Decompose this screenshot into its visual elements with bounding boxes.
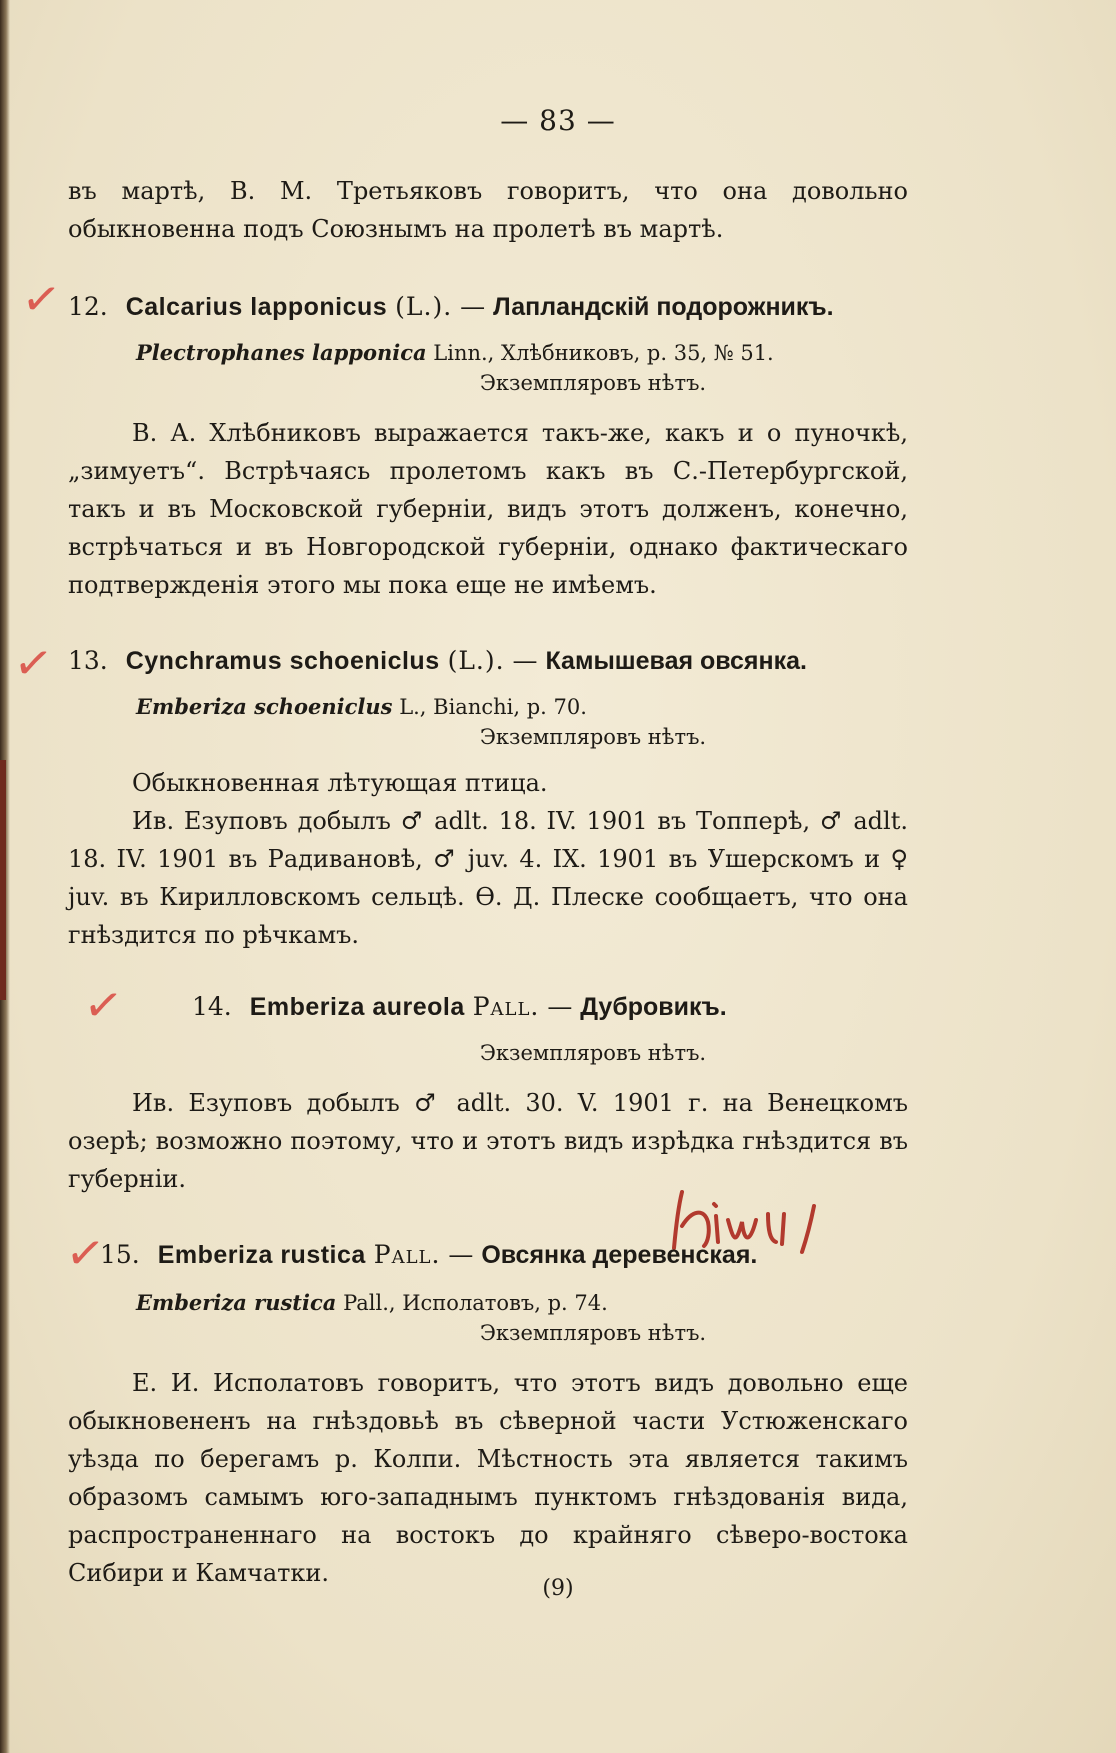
literature-reference: [136, 692, 587, 722]
reference-synonym: Plectrophanes lapponica: [136, 340, 427, 365]
species-number: 13.: [68, 646, 108, 675]
species-latin-name: Cynchramus schoeniclus: [125, 647, 440, 675]
species-paragraph: Обыкновенная лѣтующая птица.: [132, 769, 548, 797]
species-russian-name: Дубровикъ.: [580, 993, 727, 1021]
species-heading: [68, 644, 807, 678]
reference-source: Linn., Хлѣбниковъ, р. 35, № 51.: [426, 341, 774, 365]
species-latin-name: Calcarius lapponicus: [125, 293, 388, 321]
species-number: 15.: [100, 1240, 140, 1269]
heading-separator: —: [448, 1240, 474, 1269]
species-latin-name: Emberiza rustica: [157, 1241, 366, 1269]
species-paragraph: В. А. Хлѣбниковъ выражается такъ-же, какъ и о пуночкѣ, „зимуетъ“. Встрѣчаясь пролетомъ какъ въ С.-Петербургской, такъ и въ Московской губерніи, видъ этотъ долженъ, конечно, встрѣчаться и въ Новгородской губерніи, однако фактическаго подтвержденія этого мы пока еще не имѣемъ.: [68, 419, 908, 599]
check-mark-icon: ✓: [62, 1223, 109, 1283]
reference-synonym: Emberiza rustica: [136, 1290, 337, 1315]
check-mark-icon: ✓: [10, 633, 57, 693]
species-author: Pall.: [472, 992, 540, 1021]
species-heading: [68, 290, 834, 324]
heading-separator: —: [512, 646, 538, 675]
species-paragraph: Ив. Езуповъ добылъ ♂ adlt. 30. V. 1901 г. на Венецкомъ озерѣ; возможно поэтому, что и этотъ видъ изрѣдка гнѣздится въ губерніи.: [68, 1089, 908, 1193]
heading-separator: —: [460, 292, 486, 321]
literature-reference: [136, 1288, 608, 1318]
specimens-note: Экземпляровъ нѣтъ.: [479, 371, 707, 395]
specimens-note: Экземпляровъ нѣтъ.: [479, 1321, 707, 1345]
species-latin-name: Emberiza aureola: [249, 993, 465, 1021]
species-author: (L.).: [395, 292, 453, 321]
printer-signature-mark: (9): [542, 1576, 574, 1601]
species-heading: [100, 1238, 757, 1272]
check-mark-icon: ✓: [18, 269, 65, 329]
species-number: 14.: [192, 992, 232, 1021]
reference-synonym: Emberiza schoeniclus: [136, 694, 393, 719]
heading-separator: —: [547, 992, 573, 1021]
intro-paragraph: въ мартѣ, В. М. Третьяковъ говоритъ, что она довольно обыкновенна подъ Союзнымъ на пролетѣ въ мартѣ.: [68, 177, 908, 243]
literature-reference: [136, 338, 774, 368]
binding-stain: [0, 760, 6, 1000]
reference-source: Pall., Исполатовъ, р. 74.: [336, 1291, 608, 1315]
species-paragraph: Е. И. Исполатовъ говоритъ, что этотъ видъ довольно еще обыкновененъ на гнѣздовьѣ въ сѣверной части Устюженскаго уѣзда по берегамъ р. Колпи. Мѣстность эта является такимъ образомъ самымъ юго-западнымъ пунктомъ гнѣздованія вида, распространеннаго на востокъ до крайняго сѣверо-востока Сибири и Камчатки.: [68, 1369, 908, 1587]
species-heading: [192, 990, 727, 1024]
species-paragraph: Ив. Езуповъ добылъ ♂ adlt. 18. IV. 1901 въ Топперѣ, ♂ adlt. 18. IV. 1901 въ Радивановѣ, ♂ juv. 4. IX. 1901 въ Ушерскомъ и ♀ juv. въ Кирилловскомъ сельцѣ. Ѳ. Д. Плеске сообщаетъ, что она гнѣздится по рѣчкамъ.: [68, 807, 908, 949]
specimens-note: Экземпляровъ нѣтъ.: [479, 1041, 707, 1065]
reference-source: L., Bianchi, р. 70.: [392, 695, 587, 719]
specimens-note: Экземпляровъ нѣтъ.: [479, 725, 707, 749]
species-author: Pall.: [373, 1240, 441, 1269]
species-russian-name: Овсянка деревенская.: [481, 1241, 758, 1269]
species-russian-name: Камышевая овсянка.: [545, 647, 807, 675]
species-number: 12.: [68, 292, 108, 321]
page-number: — 83 —: [500, 104, 616, 137]
species-russian-name: Лапландскій подорожникъ.: [493, 293, 834, 321]
species-author: (L.).: [447, 646, 505, 675]
check-mark-icon: ✓: [80, 975, 127, 1035]
